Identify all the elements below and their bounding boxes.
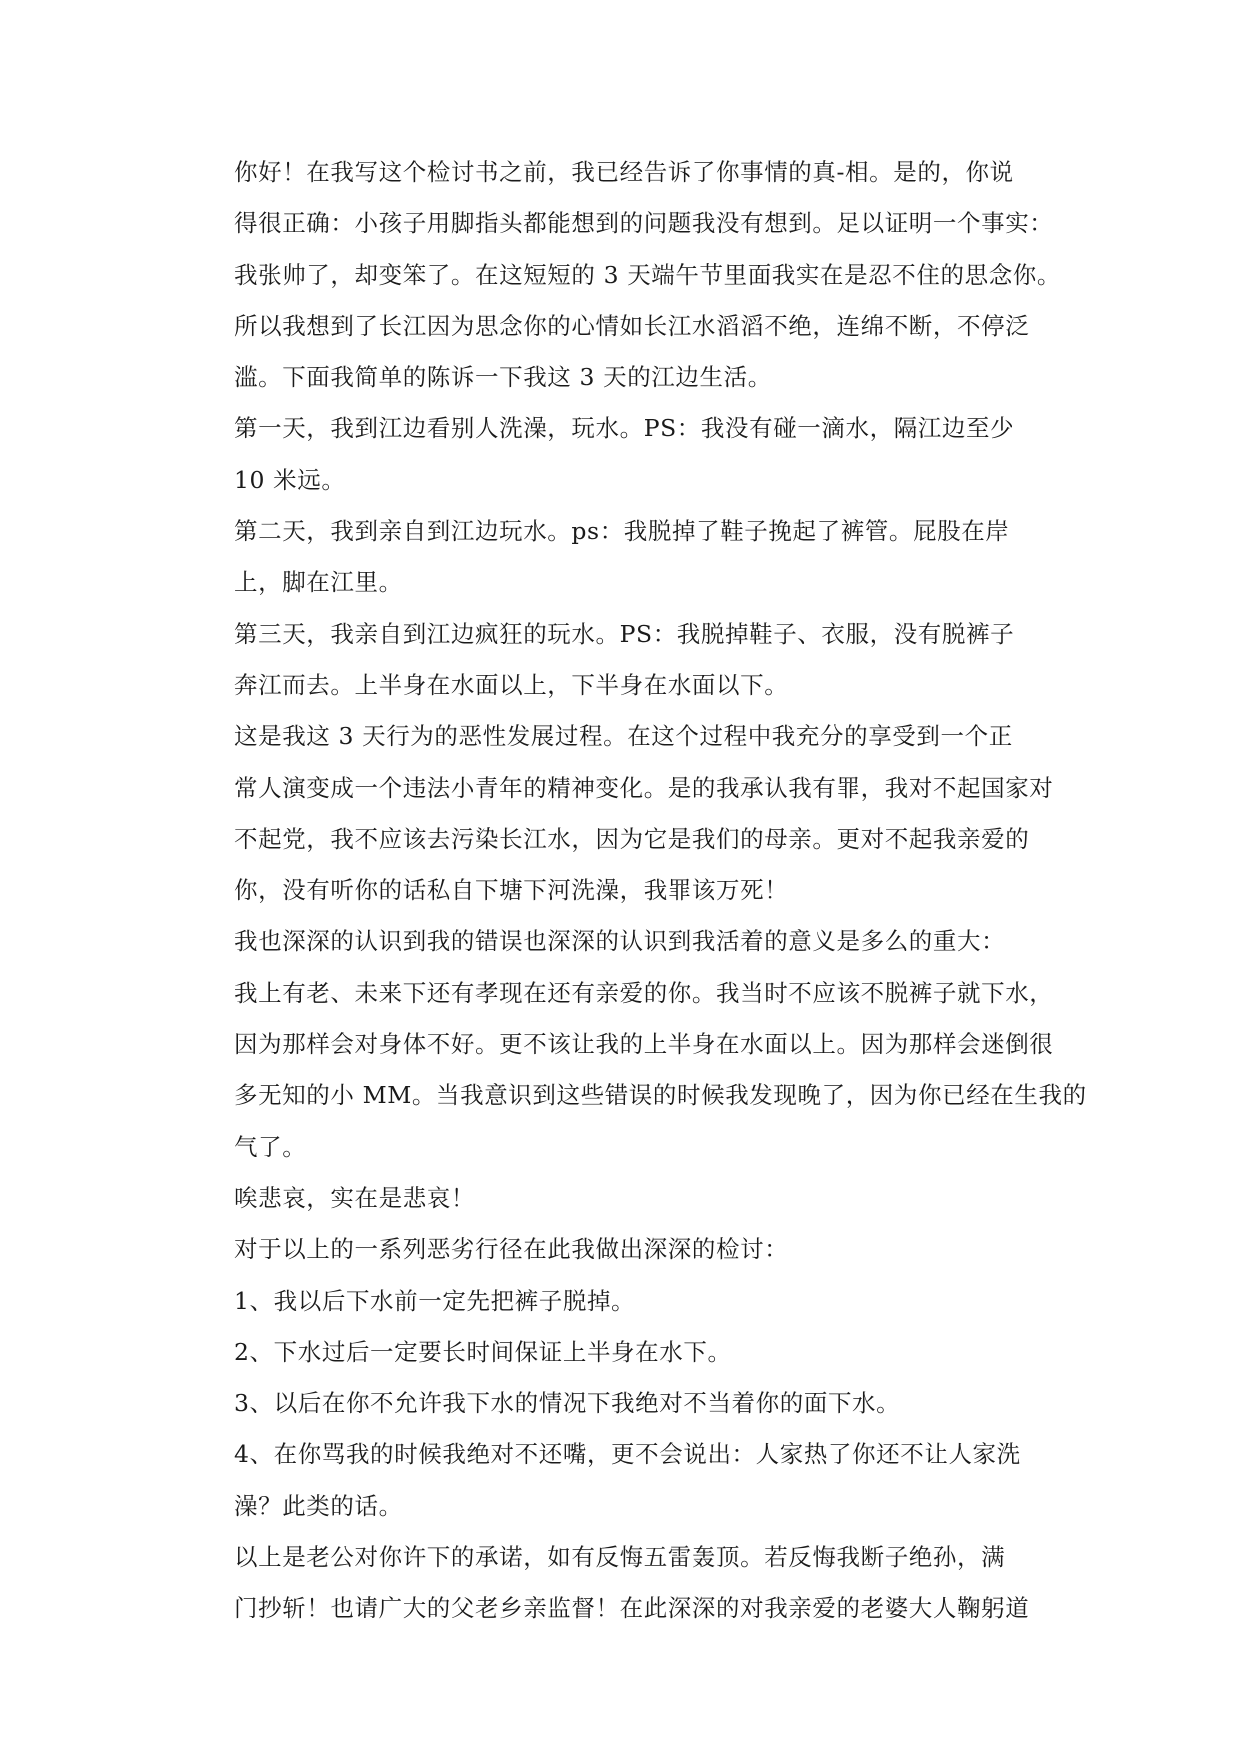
paragraph-line: 不起党，我不应该去污染长江水，因为它是我们的母亲。更对不起我亲爱的 [234,824,1030,853]
paragraph [187,1224,1049,1275]
paragraph-line: 我上有老、未来下还有孝现在还有亲爱的你。我当时不应该不脱裤子就下水， [234,978,1054,1007]
paragraph-line: 所以我想到了长江因为思念你的心情如长江水滔滔不绝，连绵不断，不停泛 [234,311,1030,340]
document-body [187,147,1087,1635]
paragraph-line: 奔江而去。上半身在水面以上，下半身在水面以下。 [234,670,789,699]
paragraph-line: 第二天，我到亲自到江边玩水。ps：我脱掉了鞋子挽起了裤管。屁股在岸 [234,517,1010,546]
paragraph-line: 多无知的小 MM。当我意识到这些错误的时候我发现晚了，因为你已经在生我的 [234,1081,1087,1110]
paragraph-line: 得很正确：小孩子用脚指头都能想到的问题我没有想到。足以证明一个事实： [234,209,1054,238]
paragraph [187,916,1087,1172]
paragraph-line: 3、以后在你不允许我下水的情况下我绝对不当着你的面下水。 [234,1389,901,1418]
paragraph-line: 上，脚在江里。 [234,568,403,597]
paragraph-line: 第一天，我到江边看别人洗澡，玩水。PS：我没有碰一滴水，隔江边至少 [234,414,1015,443]
paragraph [187,711,1054,916]
paragraph-line: 以上是老公对你许下的承诺，如有反悔五雷轰顶。若反悔我断子绝孙，满 [234,1543,1006,1572]
paragraph-line: 这是我这 3 天行为的恶性发展过程。在这个过程中我充分的享受到一个正 [234,722,1013,751]
paragraph-line: 常人演变成一个违法小青年的精神变化。是的我承认我有罪，我对不起国家对 [234,773,1054,802]
paragraph-line: 澡？此类的话。 [234,1491,403,1520]
paragraph-line: 因为那样会对身体不好。更不该让我的上半身在水面以上。因为那样会迷倒很 [234,1030,1054,1059]
paragraph-line: 第三天，我亲自到江边疯狂的玩水。PS：我脱掉鞋子、衣服，没有脱裤子 [234,619,1015,648]
paragraph-line: 我张帅了，却变笨了。在这短短的 3 天端午节里面我实在是忍不住的思念你。 [234,260,1061,289]
paragraph-line: 唉悲哀，实在是悲哀！ [234,1183,475,1212]
paragraph-line: 对于以上的一系列恶劣行径在此我做出深深的检讨： [234,1235,789,1264]
paragraph-line: 门抄斩！也请广大的父老乡亲监督！在此深深的对我亲爱的老婆大人鞠躬道 [234,1594,1030,1623]
paragraph [187,1276,1049,1327]
paragraph-line: 1、我以后下水前一定先把裤子脱掉。 [234,1286,636,1315]
paragraph-line: 2、下水过后一定要长时间保证上半身在水下。 [234,1337,732,1366]
paragraph-line: 气了。 [234,1132,307,1161]
paragraph [187,1327,1049,1378]
paragraph [187,1429,1049,1532]
paragraph [187,609,1049,712]
paragraph [187,506,1049,609]
paragraph [187,1173,1049,1224]
paragraph [187,147,1061,403]
paragraph-line: 我也深深的认识到我的错误也深深的认识到我活着的意义是多么的重大： [234,927,1006,956]
paragraph [187,1532,1049,1635]
paragraph-line: 你好！在我写这个检讨书之前，我已经告诉了你事情的真-相。是的，你说 [234,158,1014,186]
paragraph-line: 你，没有听你的话私自下塘下河洗澡，我罪该万死！ [234,876,789,905]
paragraph [187,403,1049,506]
paragraph-line: 滥。下面我简单的陈诉一下我这 3 天的江边生活。 [234,363,772,392]
paragraph-line: 4、在你骂我的时候我绝对不还嘴，更不会说出：人家热了你还不让人家洗 [234,1440,1021,1469]
paragraph-line: 10 米远。 [234,465,346,494]
paragraph [187,1378,1049,1429]
